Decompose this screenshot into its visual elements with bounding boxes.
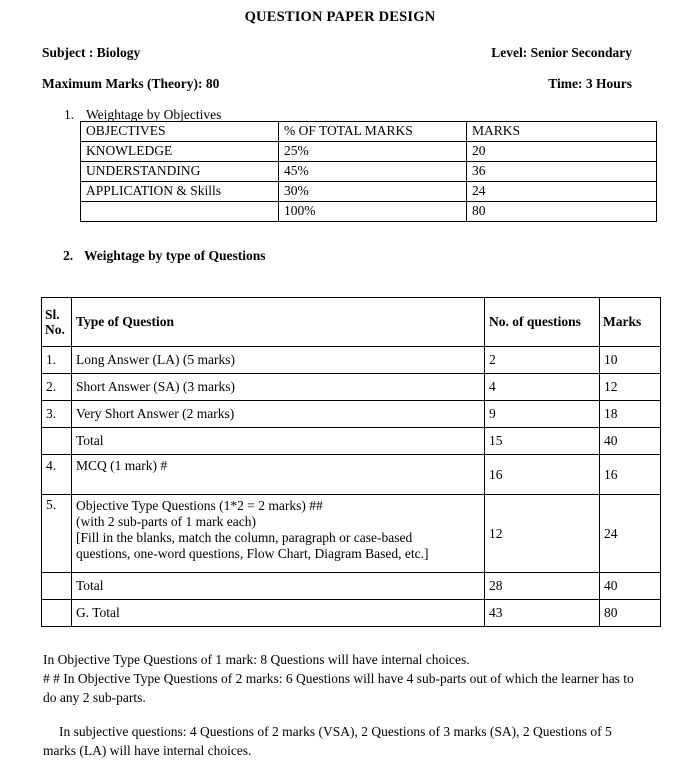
note-line-3: In subjective questions: 4 Questions of 2 marks (VSA), 2 Questions of 3 marks (SA), 2 Questions of 5 marks (LA) will have internal choices.: [43, 724, 612, 759]
level-label: Level: Senior Secondary: [491, 45, 632, 60]
column-header-marks: MARKS: [467, 122, 657, 142]
cell-no-of-questions: 9: [485, 401, 600, 428]
column-header-sl-line-1: Sl.: [45, 306, 60, 322]
cell-marks: 18: [600, 401, 661, 428]
note-line-1: In Objective Type Questions of 1 mark: 8 Questions will have internal choices.: [43, 652, 470, 667]
table-row-header: [42, 298, 661, 347]
cell-type-line-1: Objective Type Questions (1*2 = 2 marks) ##: [76, 498, 323, 513]
cell-marks: 36: [467, 162, 657, 182]
cell-no-of-questions: 43: [485, 600, 600, 627]
cell-type-line-3: [Fill in the blanks, match the column, paragraph or case-based: [76, 529, 413, 545]
cell-marks: 10: [600, 347, 661, 374]
cell-marks-total: 80: [467, 202, 657, 222]
cell-objective-empty: [81, 202, 279, 222]
cell-sl-no-empty: [42, 573, 72, 600]
cell-percentage-total: 100%: [279, 202, 467, 222]
table-row: [42, 401, 661, 428]
table-row: [42, 455, 661, 495]
cell-no-of-questions: 2: [485, 347, 600, 374]
note-line-2: # # In Objective Type Questions of 2 marks: 6 Questions will have 4 sub-parts out of which the learner has to do any 2 sub-parts.: [43, 671, 634, 706]
cell-sl-no: 4.: [42, 455, 72, 495]
notes-objective-type-questions: [43, 650, 635, 707]
section-2-title: Weightage by type of Questions: [84, 248, 266, 263]
page-title: QUESTION PAPER DESIGN: [244, 9, 436, 25]
cell-total-label: Total: [72, 573, 485, 600]
column-header-no-of-questions: No. of questions: [485, 298, 600, 347]
table-weightage-by-objectives: [80, 121, 657, 222]
cell-sl-no: 3.: [42, 401, 72, 428]
table-row: [81, 142, 657, 162]
cell-objective: APPLICATION & Skills: [81, 182, 279, 202]
table-row: [81, 182, 657, 202]
time-label: Time: 3 Hours: [548, 76, 632, 91]
cell-percentage: 25%: [279, 142, 467, 162]
cell-marks: 20: [467, 142, 657, 162]
column-header-sl-line-2: No.: [45, 322, 65, 337]
table-row: [81, 162, 657, 182]
section-heading-weightage-by-type-of-questions: [63, 248, 266, 264]
table-weightage-by-type-of-questions: [41, 297, 661, 627]
cell-sl-no: 1.: [42, 347, 72, 374]
meta-row-subject-level: [42, 45, 632, 61]
cell-type-of-question: Very Short Answer (2 marks): [72, 401, 485, 428]
cell-marks: 12: [600, 374, 661, 401]
cell-type-of-question: Short Answer (SA) (3 marks): [72, 374, 485, 401]
table-row-header: [81, 122, 657, 142]
cell-percentage: 45%: [279, 162, 467, 182]
meta-row-marks-time: [42, 76, 632, 92]
notes-subjective-questions: [43, 722, 635, 760]
cell-grand-total-label: G. Total: [72, 600, 485, 627]
cell-marks: 16: [600, 455, 661, 495]
section-2-number: 2.: [63, 248, 74, 263]
cell-type-of-question-multiline: [72, 495, 485, 573]
cell-type-line-2: (with 2 sub-parts of 1 mark each): [76, 513, 256, 529]
cell-type-of-question: Long Answer (LA) (5 marks): [72, 347, 485, 374]
cell-marks: 40: [600, 428, 661, 455]
table-row: [42, 374, 661, 401]
table-row: [42, 495, 661, 573]
column-header-marks: Marks: [600, 298, 661, 347]
cell-objective: UNDERSTANDING: [81, 162, 279, 182]
cell-type-of-question: MCQ (1 mark) #: [72, 455, 485, 495]
column-header-objectives: OBJECTIVES: [81, 122, 279, 142]
section-1-title: Weightage by Objectives: [86, 107, 222, 122]
table-row-total: [81, 202, 657, 222]
table-row-grand-total: [42, 600, 661, 627]
cell-sl-no: 2.: [42, 374, 72, 401]
cell-no-of-questions: 4: [485, 374, 600, 401]
cell-marks: 24: [600, 495, 661, 573]
cell-percentage: 30%: [279, 182, 467, 202]
cell-marks: 40: [600, 573, 661, 600]
cell-sl-no-empty: [42, 428, 72, 455]
maximum-marks-label: Maximum Marks (Theory): 80: [42, 76, 220, 91]
table-row-total: [42, 573, 661, 600]
cell-objective: KNOWLEDGE: [81, 142, 279, 162]
cell-no-of-questions: 15: [485, 428, 600, 455]
cell-marks: 24: [467, 182, 657, 202]
cell-type-line-4: questions, one-word questions, Flow Chart, Diagram Based, etc.]: [76, 545, 429, 561]
column-header-type-of-question: Type of Question: [72, 298, 485, 347]
table-row: [42, 347, 661, 374]
section-1-number: 1.: [64, 107, 75, 122]
cell-total-label: Total: [72, 428, 485, 455]
cell-sl-no: 5.: [42, 495, 72, 573]
subject-label: Subject : Biology: [42, 45, 141, 60]
cell-no-of-questions: 16: [485, 455, 600, 495]
column-header-sl-no: [42, 298, 72, 347]
cell-sl-no-empty: [42, 600, 72, 627]
cell-no-of-questions: 12: [485, 495, 600, 573]
column-header-percent-of-total-marks: % OF TOTAL MARKS: [279, 122, 467, 142]
cell-no-of-questions: 28: [485, 573, 600, 600]
cell-marks: 80: [600, 600, 661, 627]
table-row-total: [42, 428, 661, 455]
